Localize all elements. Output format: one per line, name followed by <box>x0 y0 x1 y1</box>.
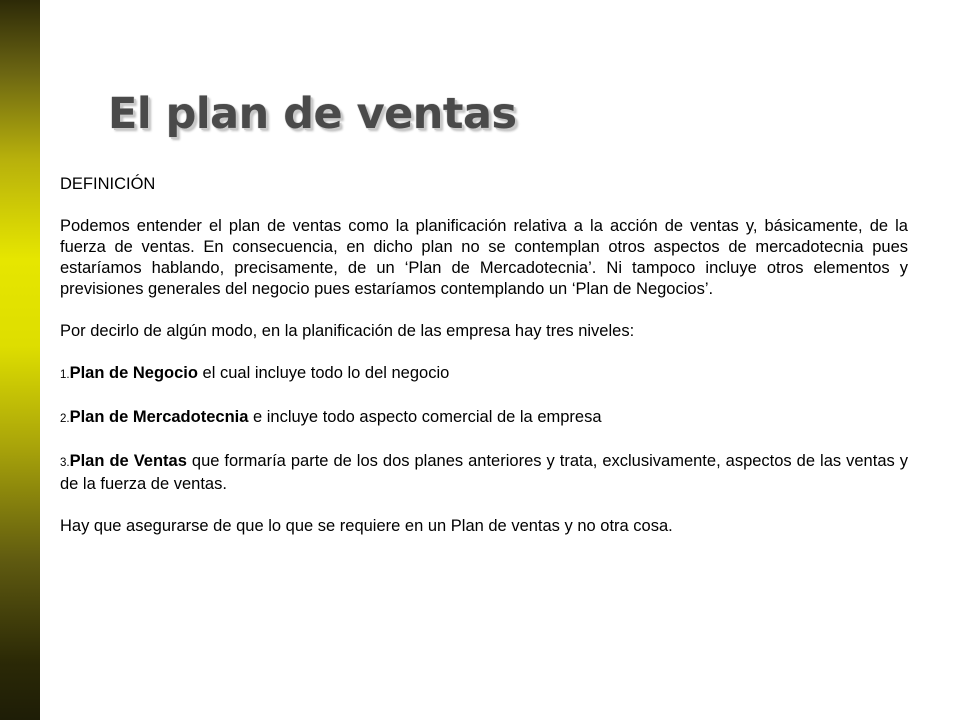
closing-paragraph: Hay que asegurarse de que lo que se requiere en un Plan de ventas y no otra cosa. <box>60 517 673 535</box>
definition-paragraph: Podemos entender el plan de ventas como la planificación relativa a la acción de ventas y, básicamente, de la fuerza de ventas. En consecuencia, en dicho plan no se contemplan otros aspectos de mercadotecnia pues estaríamos hablando, precisamente, de un ‘Plan de Mercadotecnia’. Ni tampoco incluye otros elementos y previsiones generales del negocio pues estaríamos contemplando un ‘Plan de Negocios’. <box>60 217 908 298</box>
decorative-side-bar <box>0 0 40 720</box>
list-item-1 <box>60 363 908 386</box>
list-number-2: 2. <box>60 413 70 425</box>
list-term-2: Plan de Mercadotecnia <box>69 408 249 426</box>
list-text-3: que formaría parte de los dos planes anteriores y trata, exclusivamente, aspectos de las ventas y de la fuerza de ventas. <box>60 452 908 493</box>
list-item-3 <box>60 451 908 495</box>
list-item-2 <box>60 407 908 430</box>
levels-intro: Por decirlo de algún modo, en la planificación de las empresa hay tres niveles: <box>60 322 635 340</box>
list-text-2: e incluye todo aspecto comercial de la empresa <box>248 408 602 426</box>
list-number-1: 1. <box>60 369 70 381</box>
list-text-1: el cual incluye todo lo del negocio <box>197 364 450 382</box>
slide-title: El plan de ventas <box>108 89 517 139</box>
list-term-1: Plan de Negocio <box>69 364 198 382</box>
definition-heading: DEFINICIÓN <box>60 175 156 193</box>
list-term-3: Plan de Ventas <box>69 452 187 470</box>
list-number-3: 3. <box>60 457 70 469</box>
slide-content <box>60 174 908 537</box>
